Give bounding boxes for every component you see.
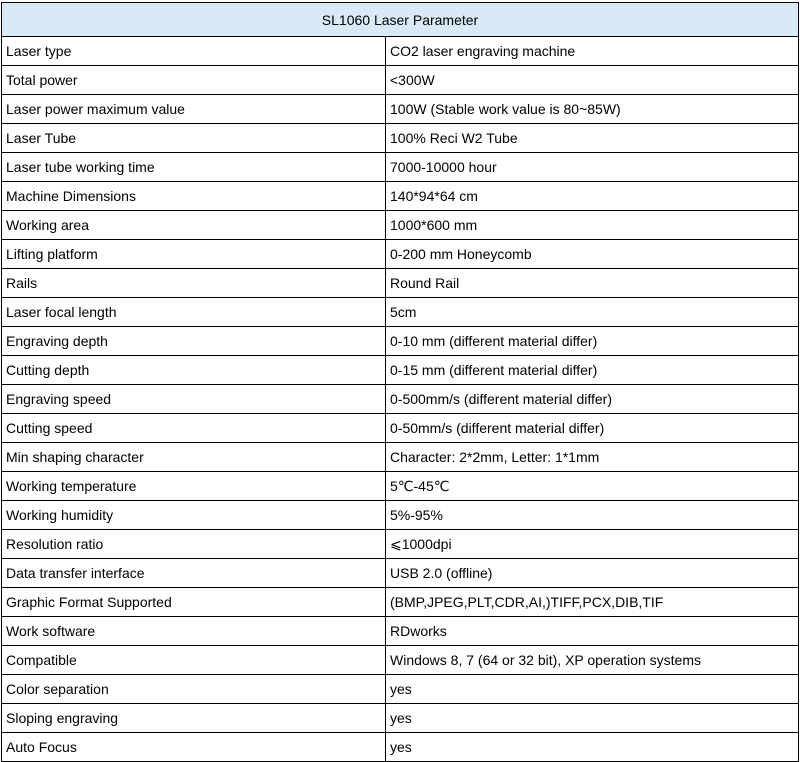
parameter-name-cell: Working humidity: [2, 501, 386, 530]
table-row: [2, 327, 799, 356]
parameter-name-cell: Laser power maximum value: [2, 95, 386, 124]
table-row: [2, 269, 799, 298]
table-row: [2, 472, 799, 501]
table-row: [2, 298, 799, 327]
parameter-value-cell: 5℃-45℃: [386, 472, 799, 501]
table-row: [2, 501, 799, 530]
table-row: [2, 443, 799, 472]
parameter-name-cell: Rails: [2, 269, 386, 298]
table-row: [2, 704, 799, 733]
parameter-name-cell: Cutting depth: [2, 356, 386, 385]
table-row: [2, 530, 799, 559]
parameter-value-cell: 100% Reci W2 Tube: [386, 124, 799, 153]
parameter-name-cell: Working temperature: [2, 472, 386, 501]
parameter-value-cell: yes: [386, 704, 799, 733]
parameter-value-cell: Windows 8, 7 (64 or 32 bit), XP operation systems: [386, 646, 799, 675]
parameter-value-cell: 0-500mm/s (different material differ): [386, 385, 799, 414]
parameter-name-cell: Compatible: [2, 646, 386, 675]
parameter-name-cell: Color separation: [2, 675, 386, 704]
table-row: [2, 414, 799, 443]
table-row: [2, 559, 799, 588]
parameter-value-cell: 7000-10000 hour: [386, 153, 799, 182]
table-row: [2, 385, 799, 414]
parameter-name-cell: Work software: [2, 617, 386, 646]
parameter-value-cell: RDworks: [386, 617, 799, 646]
parameter-value-cell: 140*94*64 cm: [386, 182, 799, 211]
table-row: [2, 617, 799, 646]
parameter-name-cell: Graphic Format Supported: [2, 588, 386, 617]
parameter-value-cell: 0-200 mm Honeycomb: [386, 240, 799, 269]
table-title: SL1060 Laser Parameter: [2, 3, 799, 37]
table-row: [2, 211, 799, 240]
parameter-name-cell: Laser focal length: [2, 298, 386, 327]
parameter-name-cell: Cutting speed: [2, 414, 386, 443]
parameter-value-cell: yes: [386, 675, 799, 704]
table-row: [2, 124, 799, 153]
parameter-value-cell: yes: [386, 733, 799, 762]
laser-parameter-table: [1, 2, 799, 762]
table-row: [2, 182, 799, 211]
table-row: [2, 95, 799, 124]
table-row: [2, 356, 799, 385]
parameter-value-cell: Round Rail: [386, 269, 799, 298]
table-row: [2, 240, 799, 269]
parameter-value-cell: 0-50mm/s (different material differ): [386, 414, 799, 443]
table-body: [2, 37, 799, 762]
parameter-name-cell: Engraving depth: [2, 327, 386, 356]
parameter-name-cell: Working area: [2, 211, 386, 240]
parameter-name-cell: Lifting platform: [2, 240, 386, 269]
table-row: [2, 646, 799, 675]
parameter-value-cell: Character: 2*2mm, Letter: 1*1mm: [386, 443, 799, 472]
parameter-value-cell: CO2 laser engraving machine: [386, 37, 799, 66]
parameter-name-cell: Sloping engraving: [2, 704, 386, 733]
table-row: [2, 66, 799, 95]
parameter-value-cell: ⩽1000dpi: [386, 530, 799, 559]
parameter-value-cell: 0-15 mm (different material differ): [386, 356, 799, 385]
parameter-value-cell: (BMP,JPEG,PLT,CDR,AI,)TIFF,PCX,DIB,TIF: [386, 588, 799, 617]
parameter-name-cell: Laser tube working time: [2, 153, 386, 182]
parameter-name-cell: Data transfer interface: [2, 559, 386, 588]
parameter-value-cell: <300W: [386, 66, 799, 95]
parameter-name-cell: Laser Tube: [2, 124, 386, 153]
parameter-name-cell: Min shaping character: [2, 443, 386, 472]
parameter-value-cell: 5%-95%: [386, 501, 799, 530]
table-row: [2, 588, 799, 617]
parameter-value-cell: 100W (Stable work value is 80~85W): [386, 95, 799, 124]
parameter-value-cell: USB 2.0 (offline): [386, 559, 799, 588]
parameter-name-cell: Machine Dimensions: [2, 182, 386, 211]
parameter-name-cell: Auto Focus: [2, 733, 386, 762]
table-title-row: [2, 3, 799, 37]
parameter-name-cell: Engraving speed: [2, 385, 386, 414]
table-row: [2, 37, 799, 66]
parameter-value-cell: 5cm: [386, 298, 799, 327]
parameter-name-cell: Total power: [2, 66, 386, 95]
parameter-value-cell: 1000*600 mm: [386, 211, 799, 240]
table-row: [2, 733, 799, 762]
table-row: [2, 675, 799, 704]
parameter-name-cell: Laser type: [2, 37, 386, 66]
parameter-value-cell: 0-10 mm (different material differ): [386, 327, 799, 356]
parameter-name-cell: Resolution ratio: [2, 530, 386, 559]
table-row: [2, 153, 799, 182]
